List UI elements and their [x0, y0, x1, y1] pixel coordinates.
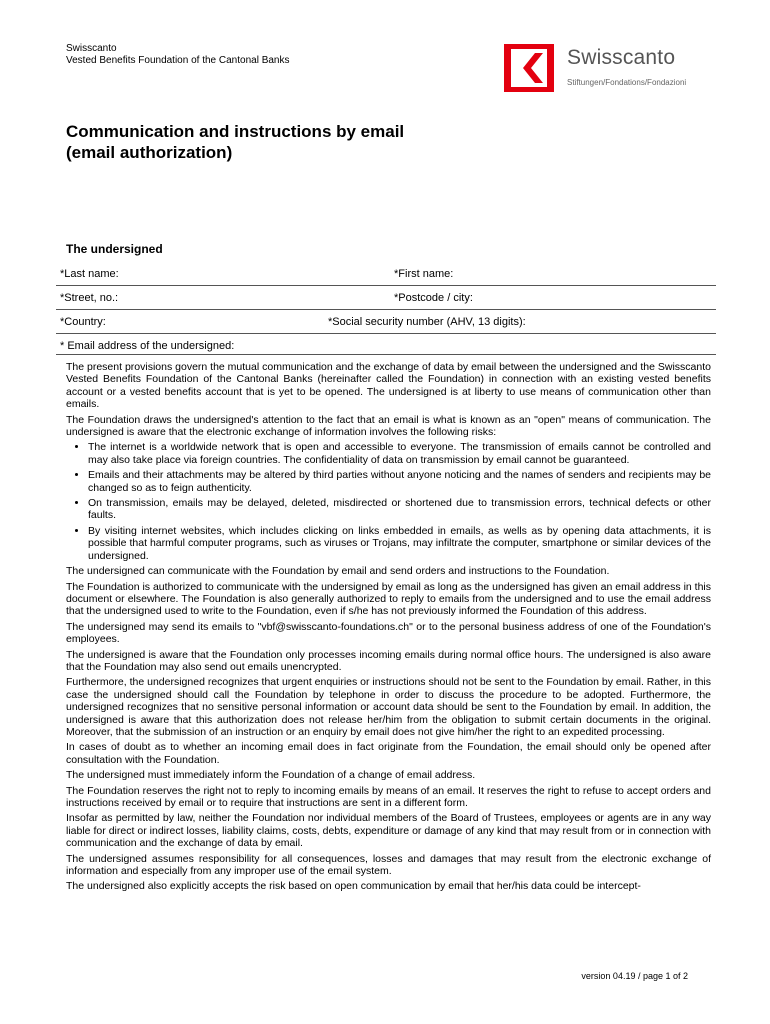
paragraph: The Foundation draws the undersigned's attention to the fact that an email is what is known as an "open" means of communication. The undersigned is aware that the electronic exchange of information involves the following risks:	[66, 413, 711, 439]
paragraph: The undersigned is aware that the Foundation only processes incoming emails during normal office hours. The undersigned is also aware that the Foundation may also send out emails unencrypted.	[66, 648, 711, 673]
swisscanto-logo-icon	[504, 44, 554, 92]
paragraph: The undersigned also explicitly accepts the risk based on open communication by email that her/his data could be intercept-	[66, 880, 641, 893]
organization-name	[66, 43, 290, 67]
street-field[interactable]: *Street, no.:	[60, 292, 119, 304]
last-name-field[interactable]: *Last name:	[60, 268, 119, 280]
paragraph: Furthermore, the undersigned recognizes that urgent enquiries or instructions should not be sent to the Foundation by email. Rather, in this case the undersigned should call the Foundation by telephone in order to discuss the procedure to be adopted. Furthermore, the undersigned recognizes that no sensitive personal information or account data should be sent to the Foundation by email. In addition, the undersigned is aware that this authorization does not release her/him from the obligation to submit certain documents in the original. Moreover, that the submission of an instruction or an enquiry by email does not give him/her the right to an expedited processing.	[66, 676, 711, 738]
postcode-city-field[interactable]: *Postcode / city:	[394, 292, 473, 304]
paragraph: The undersigned must immediately inform the Foundation of a change of email address.	[66, 769, 476, 782]
logo-wordmark: Swisscanto	[567, 46, 676, 69]
list-item: • The internet is a worldwide network that is open and accessible to everyone. The transmission of emails cannot be controlled and may also take place via foreign countries. The confidentiality of data on transmission by email cannot be guaranteed.	[88, 441, 711, 466]
list-item: • On transmission, emails may be delayed, deleted, misdirected or shortened due to transmission errors, technical defects or other faults.	[88, 497, 711, 522]
paragraph: The Foundation reserves the right not to reply to incoming emails by means of an email. It reserves the right to refuse to accept orders and instructions received by email or to require that instructions are sent in a different form.	[66, 784, 711, 809]
list-item: • By visiting internet websites, which includes clicking on links embedded in emails, as wells as by opening data attachments, it is possible that harmful computer programs, such as viruses or Trojans, may infiltrate the computer, smartphone or similar devices of the undersigned.	[88, 525, 711, 562]
section-heading: The undersigned	[66, 242, 163, 256]
document-title	[66, 121, 404, 163]
paragraph: The undersigned may send its emails to "vbf@swisscanto-foundations.ch" or to the personal business address of one of the Foundation's employees.	[66, 620, 711, 646]
title-line-2: (email authorization)	[66, 143, 233, 162]
list-item: • Emails and their attachments may be altered by third parties without anyone noticing and the names of senders and recipients may be changed so as to feign authenticity.	[88, 469, 711, 494]
paragraph: In cases of doubt as to whether an incoming email does in fact originate from the Foundation, the email should only be opened after consultation with the Foundation.	[66, 741, 711, 766]
terms-body	[66, 361, 711, 896]
email-field[interactable]: * Email address of the undersigned:	[60, 340, 235, 352]
email-row	[56, 334, 716, 355]
logo-tagline: Stiftungen/Fondations/Fondazioni	[567, 78, 687, 87]
country-ssn-row	[56, 310, 716, 334]
paragraph: The undersigned assumes responsibility for all consequences, losses and damages that may result from the electronic exchange of information and especially from any improper use of the email system.	[66, 852, 711, 878]
title-line-1: Communication and instructions by email	[66, 122, 405, 141]
paragraph: The Foundation is authorized to communicate with the undersigned by email as long as the undersigned has given an email address in this document or elsewhere. The Foundation is also generally authorized to reply to emails from the undersigned and to use the email address that the undersigned used to write to the Foundation, even if s/he has not previously informed the Foundation of this address.	[66, 580, 711, 618]
page-footer: version 04.19 / page 1 of 2	[581, 971, 688, 981]
country-field[interactable]: *Country:	[60, 316, 106, 328]
name-row	[56, 262, 716, 286]
address-row	[56, 286, 716, 310]
social-security-field[interactable]: *Social security number (AHV, 13 digits):	[328, 316, 526, 328]
first-name-field[interactable]: *First name:	[394, 268, 454, 280]
paragraph: The undersigned can communicate with the Foundation by email and send orders and instructions to the Foundation.	[66, 565, 610, 578]
personal-details-form	[56, 262, 716, 355]
swisscanto-logo	[504, 44, 714, 92]
org-line-1: Swisscanto	[66, 43, 117, 54]
org-line-2: Vested Benefits Foundation of the Cantonal Banks	[66, 55, 290, 66]
risk-list	[66, 441, 711, 562]
paragraph: The present provisions govern the mutual communication and the exchange of data by email between the undersigned and the Swisscanto Vested Benefits Foundation of the Cantonal Banks (hereinafter called the Foundation) in connection with an existing vested benefits account or a vested benefits account that is yet to be opened. The undersigned is at liberty to use means of communication other than emails.	[66, 361, 711, 411]
paragraph: Insofar as permitted by law, neither the Foundation nor individual members of the Board of Trustees, employees or agents are in any way liable for direct or indirect losses, liability claims, costs, debts, expenditure or damage of any kind that may result from or in connection with communication and the exchange of data by email.	[66, 812, 711, 850]
